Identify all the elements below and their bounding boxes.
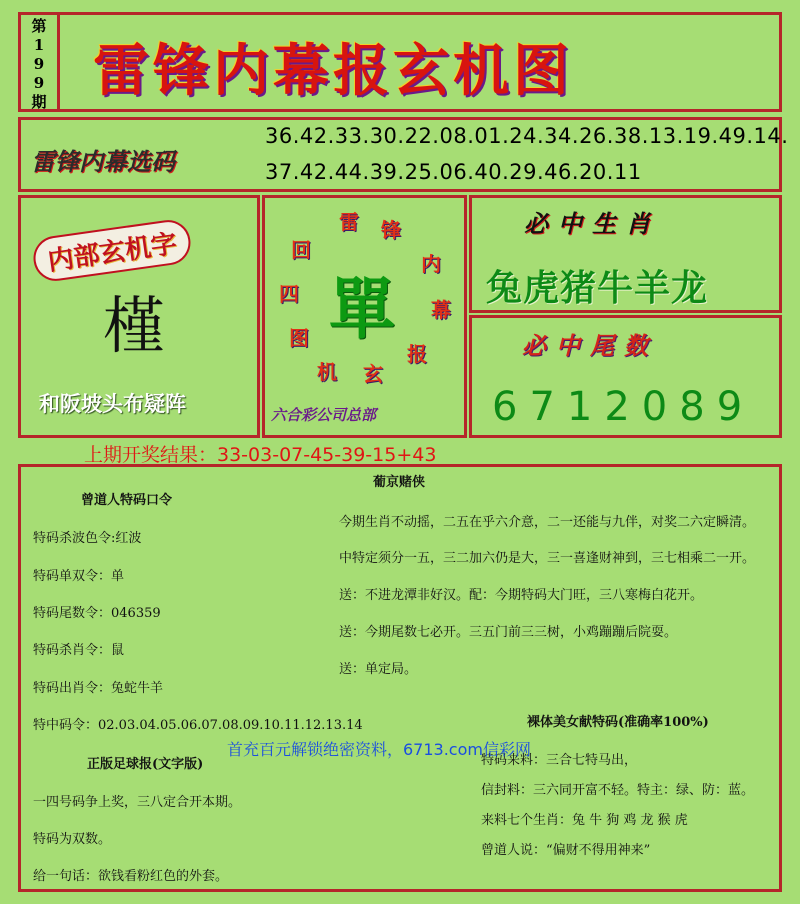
ring-char: 四	[279, 282, 299, 306]
ring-char: 雷	[339, 210, 359, 234]
codes-line-1: 36.42.33.30.22.08.01.24.34.26.38.13.19.49.14.	[265, 124, 789, 148]
left-line: 特码杀波色令:红波	[33, 531, 142, 546]
promo-watermark-link[interactable]: 首充百元解锁绝密资料，6713.com信彩网	[227, 740, 531, 759]
ring-char: 内	[421, 252, 441, 276]
left-line: 特码杀肖令：鼠	[33, 643, 125, 658]
nude-line: 信封料：三六同开富不轻。特主：绿、防：蓝。	[481, 783, 755, 798]
left-line: 特码单双令：单	[33, 569, 125, 584]
left-line: 特中码令：02.03.04.05.06.07.08.09.10.11.12.13.14	[33, 718, 363, 733]
ring-char: 锋	[381, 218, 401, 242]
tail-digits-panel	[469, 315, 782, 438]
right-line: 今期生肖不动摇，二五在乎六介意，二一还能与九伴，对奖二六定瞬清。	[339, 515, 756, 530]
ring-char: 图	[289, 326, 309, 350]
left-line: 特码出肖令：兔蛇牛羊	[33, 681, 164, 696]
issue-divider	[57, 15, 60, 109]
right-line: 送：今期尾数七必开。三五门前三三树，小鸡蹦蹦后院耍。	[339, 625, 678, 640]
left-line: 特码尾数令：046359	[33, 606, 161, 621]
codes-label: 雷锋内幕选码	[31, 147, 175, 176]
page-title: 雷锋内幕报玄机图	[93, 38, 573, 104]
header-panel	[18, 12, 782, 112]
ring-char: 幕	[431, 298, 451, 322]
ring-char: 机	[317, 360, 337, 384]
nude-line: 来料七个生肖：兔 牛 狗 鸡 龙 猴 虎	[481, 813, 688, 828]
ring-char: 回	[291, 238, 311, 262]
left-section-title: 曾道人特码口令	[81, 493, 173, 508]
tail-digits: 6712089	[492, 384, 755, 430]
right-line: 送：不进龙潭非好汉。配：今期特码大门旺，三八寒梅白花开。	[339, 588, 704, 603]
center-seal-panel	[262, 195, 467, 438]
issue-char: 9	[33, 74, 45, 92]
football-line: 特码为双数。	[33, 832, 112, 847]
inner-phrase: 和阪坡头布疑阵	[39, 392, 186, 416]
codes-panel	[18, 117, 789, 192]
company-footer: 六合彩公司总部	[271, 406, 377, 424]
right-line: 送：单定局。	[339, 662, 418, 677]
football-line: 给一句话：欲钱看粉红色的外套。	[33, 869, 229, 884]
zodiac-title: 必中生肖	[524, 209, 660, 238]
issue-char: 1	[33, 36, 45, 54]
ring-char: 玄	[363, 362, 383, 386]
right-section-title: 葡京赌侠	[373, 475, 426, 490]
inner-character-panel	[18, 195, 260, 438]
tips-panel	[18, 464, 782, 892]
right-line: 中特定须分一五，三二加六仍是大，三一喜逢财神到，三七相乘二一开。	[339, 551, 756, 566]
issue-char: 9	[33, 55, 45, 73]
issue-number	[25, 17, 53, 112]
ring-char: 报	[407, 342, 427, 366]
nude-section-title: 裸体美女献特码(准确率100%)	[527, 715, 709, 730]
football-title: 正版足球报(文字版)	[87, 757, 204, 772]
nude-line: 特码来料：三合七特马出，	[481, 753, 638, 768]
issue-char: 期	[31, 93, 47, 111]
issue-char: 第	[31, 17, 47, 35]
nude-line: 曾道人说：“偏财不得用神来”	[481, 843, 651, 858]
zodiac-panel	[469, 195, 782, 313]
inner-character: 槿	[103, 289, 166, 362]
tail-title: 必中尾数	[522, 331, 658, 360]
football-line: 一四号码争上奖，三八定合开本期。	[33, 795, 242, 810]
last-draw-result: 上期开奖结果：33-03-07-45-39-15+43	[84, 444, 437, 466]
zodiac-list: 兔虎猪牛羊龙	[486, 268, 709, 309]
center-character: 單	[329, 270, 395, 348]
inner-character-title: 内部玄机字	[31, 217, 194, 284]
codes-line-2: 37.42.44.39.25.06.40.29.46.20.11	[265, 160, 642, 184]
